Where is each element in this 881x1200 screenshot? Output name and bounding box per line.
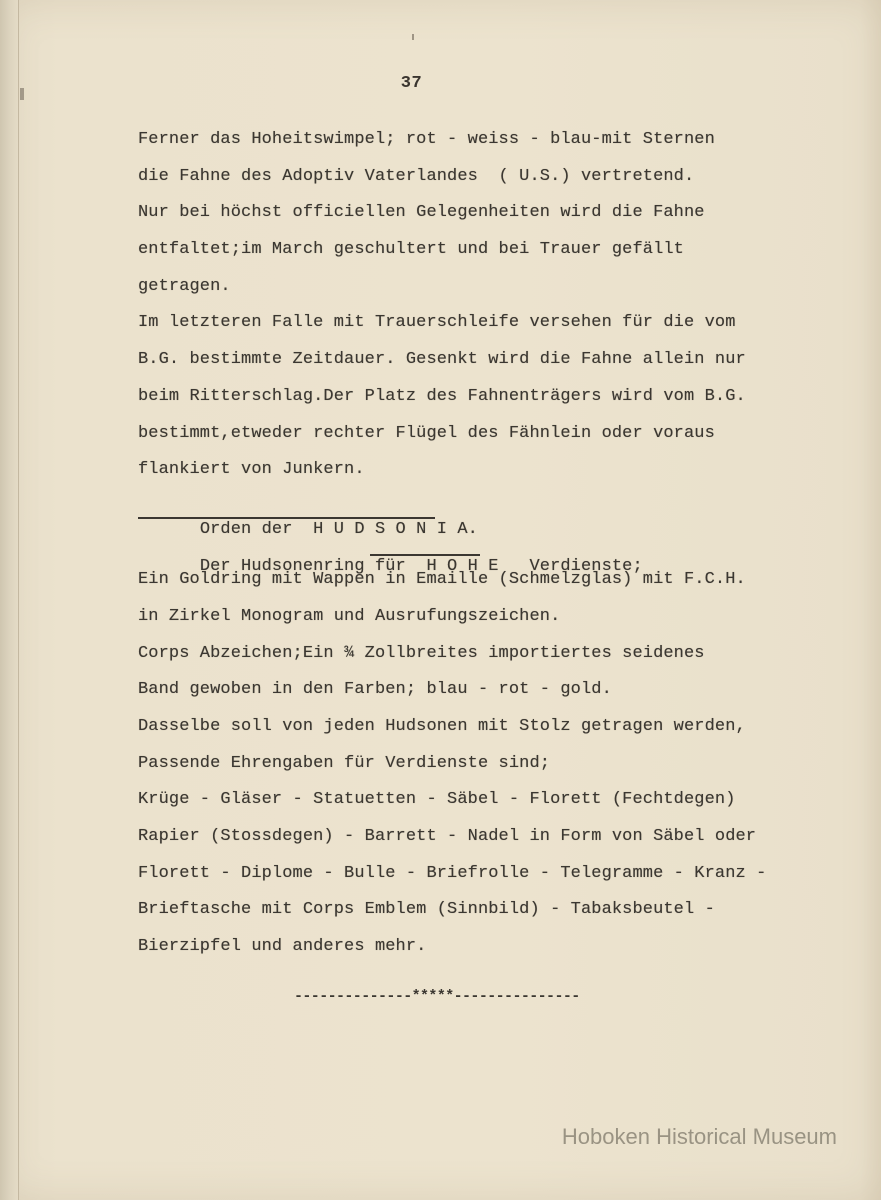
text-line: Corps Abzeichen;Ein ¾ Zollbreites importiertes seidenes (138, 643, 705, 663)
text-line: Nur bei höchst officiellen Gelegenheiten wird die Fahne (138, 203, 705, 223)
text-line: B.G. bestimmte Zeitdauer. Gesenkt wird die Fahne allein nur (138, 350, 746, 370)
heading-underline (138, 517, 435, 519)
text-line: beim Ritterschlag.Der Platz des Fahnenträgers wird vom B.G. (138, 386, 746, 406)
section-heading: Orden der H U D S O N I A. (199, 519, 478, 539)
text-line: Passende Ehrengaben für Verdienste sind; (138, 753, 551, 773)
text-line: Brieftasche mit Corps Emblem (Sinnbild) - Tabaksbeutel - (138, 900, 715, 920)
separator-line: --------------*****--------------- (294, 988, 580, 1005)
text-line: Florett - Diplome - Bulle - Briefrolle - Telegramme - Kranz - (138, 863, 767, 883)
page-number: 37 (400, 74, 423, 93)
text-line: Band gewoben in den Farben; blau - rot - gold. (138, 680, 612, 700)
typewritten-text (138, 128, 838, 972)
binding-edge (0, 0, 19, 1200)
section-heading-line (138, 495, 838, 539)
text-line: die Fahne des Adoptiv Vaterlandes ( U.S.) vertretend. (138, 166, 695, 186)
text-line: Dasselbe soll von jeden Hudsonen mit Stolz getragen werden, (138, 717, 746, 736)
museum-watermark: Hoboken Historical Museum (561, 1124, 837, 1149)
text-line: flankiert von Junkern. (138, 460, 365, 480)
text-line: in Zirkel Monogram und Ausrufungszeichen. (138, 606, 561, 626)
hudsonenring-text: Der Hudsonenring für H O H E Verdienste; (199, 556, 643, 576)
text-line: Rapier (Stossdegen) - Barrett - Nadel in Form von Säbel oder (138, 827, 757, 847)
text-line: Krüge - Gläser - Statuetten - Säbel - Florett (Fechtdegen) (138, 790, 736, 810)
ink-speck (412, 34, 414, 40)
text-line: bestimmt,etweder rechter Flügel des Fähnlein oder voraus (138, 423, 715, 443)
hohe-underline (370, 554, 480, 556)
text-line: Im letzteren Falle mit Trauerschleife versehen für die vom (138, 313, 736, 333)
text-line: getragen. (138, 276, 231, 296)
text-line: Ein Goldring mit Wappen in Emaille (Schmelzglas) mit F.C.H. (138, 570, 746, 590)
text-line (138, 532, 838, 576)
text-line: Bierzipfel und anderes mehr. (138, 937, 427, 957)
text-line: Ferner das Hoheitswimpel; rot - weiss - blau-mit Sternen (138, 130, 715, 149)
text-line: entfaltet;im March geschultert und bei Trauer gefällt (138, 240, 684, 260)
